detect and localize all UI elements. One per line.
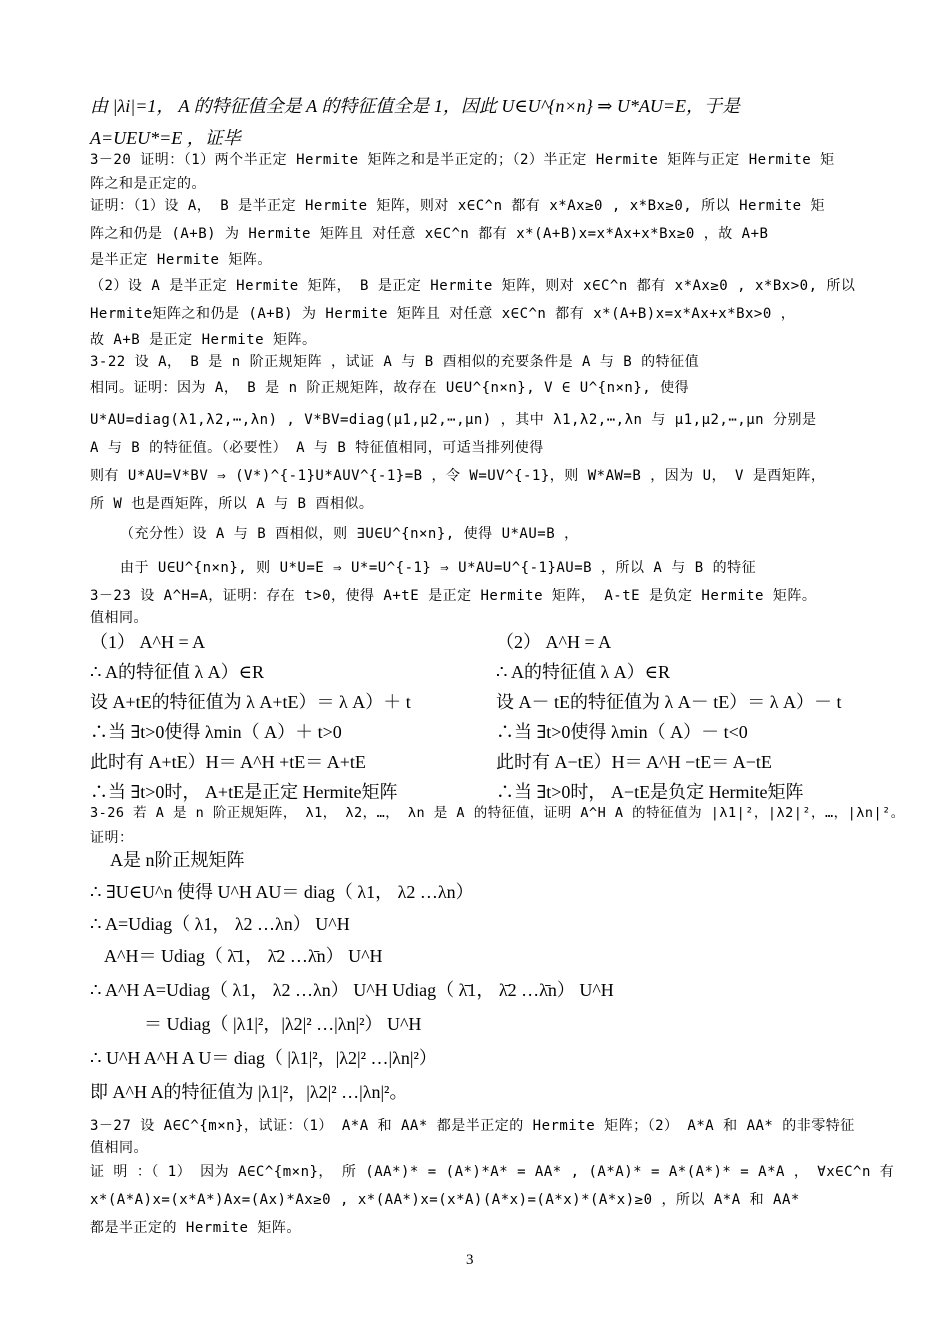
text-line: 证明：: [90, 830, 134, 846]
proof-left-line: ∴当 ∃t>0使得 λmin（ A）＋ t>0: [90, 722, 342, 742]
text-line: 则有 U*AU=V*BV ⇒ (V*)^{-1}U*AUV^{-1}=B ，令 W=UV^{-1}，则 W*AW=B ，因为 U， V 是酉矩阵，: [90, 468, 826, 484]
problem-heading: 3-22 设 A， B 是 n 阶正规矩阵 ，试证 A 与 B 酉相似的充要条件是 A 与 B 的特征值: [90, 354, 700, 370]
text-line: 阵之和是正定的。: [90, 176, 206, 192]
text-line: 所 W 也是酉矩阵，所以 A 与 B 酉相似。: [90, 496, 374, 512]
proof-left-line: 此时有 A+tE）H＝ A^H +tE＝ A+tE: [90, 752, 366, 772]
text-line: 值相同。: [90, 1140, 148, 1156]
proof-right-line: 设 A－ tE的特征值为 λ A－ tE）＝ λ A）－ t: [496, 692, 842, 712]
text-line: x*(A*A)x=(x*A*)Ax=(Ax)*Ax≥0 , x*(AA*)x=(x*A)(A*x)=(A*x)*(A*x)≥0 ，所以 A*A 和 AA*: [90, 1192, 800, 1208]
text-line: A 与 B 的特征值。（必要性） A 与 B 特征值相同，可适当排列使得: [90, 440, 544, 456]
text-line: 阵之和仍是 (A+B) 为 Hermite 矩阵且 对任意 x∈C^n 都有 x*(A+B)x=x*Ax+x*Bx≥0 ，故 A+B: [90, 226, 769, 242]
text-line: 是半正定 Hermite 矩阵。: [90, 252, 272, 268]
math-line: ＝ Udiag（ |λ1|²，|λ2|² …|λn|²） U^H: [144, 1014, 422, 1034]
text-line: Hermite矩阵之和仍是 (A+B) 为 Hermite 矩阵且 对任意 x∈C^n 都有 x*(A+B)x=x*Ax+x*Bx>0 ，: [90, 306, 796, 322]
text-line: 由于 U∈U^{n×n}, 则 U*U=E ⇒ U*=U^{-1} ⇒ U*AU=U^{-1}AU=B ，所以 A 与 B 的特征: [120, 560, 757, 576]
math-line: ∴ A^H A=Udiag（ λ1， λ2 …λn） U^H Udiag（ λ̄1， λ̄2 …λ̄n） U^H: [90, 980, 614, 1000]
proof-right-line: ∴当 ∃t>0时， A−tE是负定 Hermite矩阵: [496, 782, 804, 802]
math-line: 即 A^H A的特征值为 |λ1|²，|λ2|² …|λn|²。: [90, 1082, 408, 1102]
math-line: A是 n阶正规矩阵: [110, 850, 245, 870]
text-line: （2）设 A 是半正定 Hermite 矩阵， B 是正定 Hermite 矩阵，则对 x∈C^n 都有 x*Ax≥0 , x*Bx>0, 所以: [90, 278, 856, 294]
text-line: 由 |λi|=1， A 的特征值全是 A 的特征值全是 1，因此 U∈U^{n×n} ⇒ U*AU=E，于是: [90, 96, 741, 116]
text-line: A=UEU*=E ，证毕: [90, 128, 241, 148]
proof-right-line: 此时有 A−tE）H＝ A^H −tE＝ A−tE: [496, 752, 772, 772]
proof-left-line: 设 A+tE的特征值为 λ A+tE）＝ λ A）＋ t: [90, 692, 411, 712]
text-line: （充分性）设 A 与 B 酉相似，则 ∃U∈U^{n×n}, 使得 U*AU=B ，: [120, 526, 579, 542]
proof-right-line: ∴当 ∃t>0使得 λmin（ A）－ t<0: [496, 722, 748, 742]
problem-heading: 3-26 若 A 是 n 阶正规矩阵， λ1， λ2，…， λn 是 A 的特征值，证明 A^H A 的特征值为 |λ1|²，|λ2|²，…，|λn|²。: [90, 805, 905, 821]
math-line: ∴ U^H A^H A U＝ diag（ |λ1|²，|λ2|² …|λn|²）: [90, 1048, 437, 1068]
math-line: A^H＝ Udiag（ λ̄1， λ̄2 …λ̄n） U^H: [104, 946, 383, 966]
page-number: 3: [466, 1252, 474, 1268]
text-line: 值相同。: [90, 610, 148, 626]
text-line: 证明：（1）设 A， B 是半正定 Hermite 矩阵，则对 x∈C^n 都有 x*Ax≥0 , x*Bx≥0, 所以 Hermite 矩: [90, 198, 826, 214]
problem-heading: 3－23 设 A^H=A，证明：存在 t>0，使得 A+tE 是正定 Hermite 矩阵， A-tE 是负定 Hermite 矩阵。: [90, 588, 817, 604]
proof-right-line: （2） A^H = A: [496, 632, 612, 652]
proof-left-line: （1） A^H = A: [90, 632, 206, 652]
text-line: 相同。证明：因为 A， B 是 n 阶正规矩阵，故存在 U∈U^{n×n}, V ∈ U^{n×n}, 使得: [90, 380, 690, 396]
proof-left-line: ∴ A的特征值 λ A）∈R: [90, 662, 265, 682]
math-line: ∴ A=Udiag（ λ1， λ2 …λn） U^H: [90, 914, 350, 934]
proof-left-line: ∴当 ∃t>0时， A+tE是正定 Hermite矩阵: [90, 782, 398, 802]
text-line: U*AU=diag(λ1,λ2,⋯,λn) , V*BV=diag(μ1,μ2,⋯,μn) ，其中 λ1,λ2,⋯,λn 与 μ1,μ2,⋯,μn 分别是: [90, 412, 817, 428]
text-line: 证 明 ：（ 1） 因为 A∈C^{m×n}， 所 (AA*)* = (A*)*A* = AA* , (A*A)* = A*(A*)* = A*A ， ∀x∈C^n 有: [90, 1164, 895, 1180]
problem-heading: 3－27 设 A∈C^{m×n}，试证：（1） A*A 和 AA* 都是半正定的 Hermite 矩阵；（2） A*A 和 AA* 的非零特征: [90, 1118, 855, 1134]
proof-right-line: ∴ A的特征值 λ A）∈R: [496, 662, 671, 682]
text-line: 故 A+B 是正定 Hermite 矩阵。: [90, 332, 317, 348]
problem-heading: 3－20 证明：（1）两个半正定 Hermite 矩阵之和是半正定的；（2）半正定 Hermite 矩阵与正定 Hermite 矩: [90, 152, 835, 168]
text-line: 都是半正定的 Hermite 矩阵。: [90, 1220, 301, 1236]
math-line: ∴ ∃U∈U^n 使得 U^H AU＝ diag（ λ1， λ2 …λn）: [90, 882, 474, 902]
